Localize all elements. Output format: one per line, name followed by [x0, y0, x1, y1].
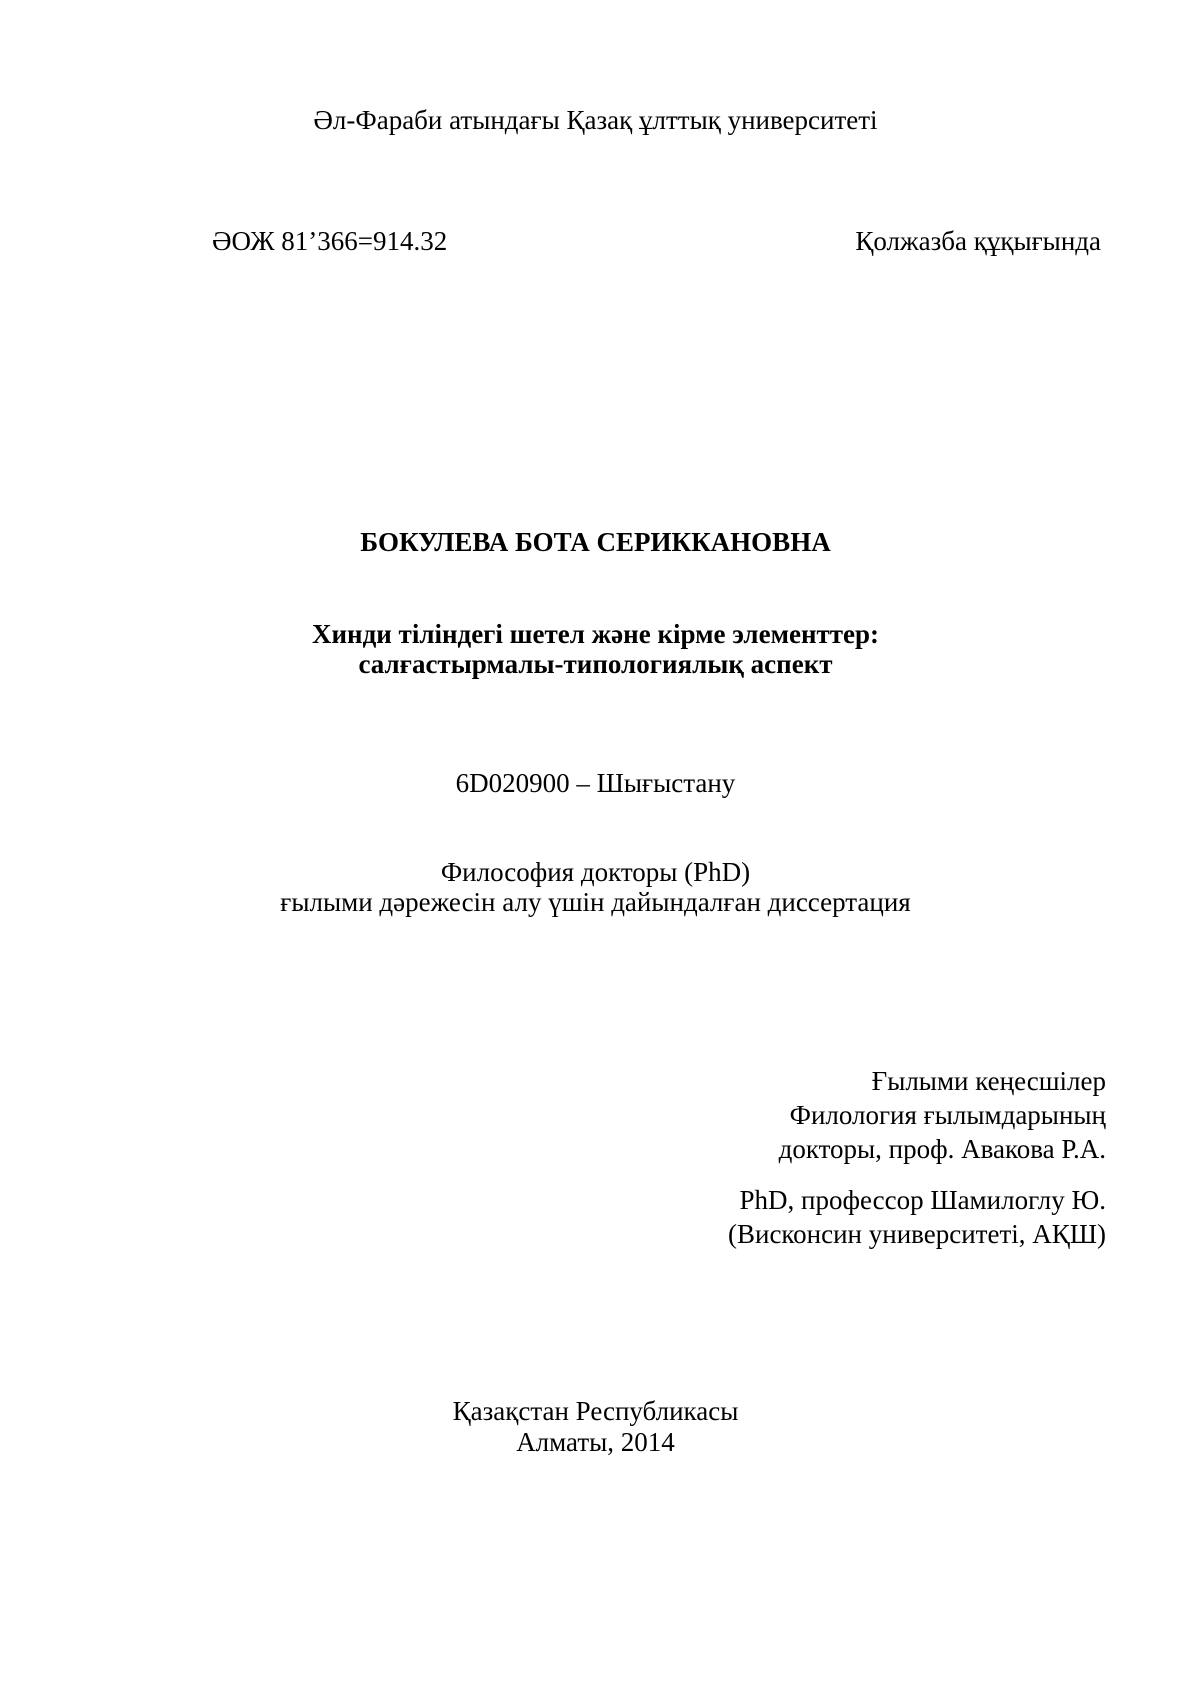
advisors-block [779, 1064, 1106, 1166]
dissertation-title-line1: Хинди тіліндегі шетел және кірме элементтер: [311, 619, 880, 649]
advisor2-affiliation: (Висконсин университеті, АҚШ) [728, 1219, 1106, 1249]
advisor1-name: докторы, проф. Авакова Р.А. [778, 1134, 1106, 1164]
university-name: Әл-Фараби атындағы Қазақ ұлттық университеті [313, 105, 878, 135]
degree-line1: Философия докторы (PhD) [440, 857, 751, 887]
degree-line2: ғылыми дәрежесін алу үшін дайындалған диссертация [280, 887, 911, 917]
dissertation-title-line2: салғастырмалы-типологиялық аспект [358, 649, 833, 679]
advisor2-block [728, 1183, 1106, 1251]
advisor2-name: PhD, профессор Шамилоглу Ю. [739, 1185, 1106, 1215]
advisors-heading: Ғылыми кеңесшілер [871, 1066, 1106, 1096]
advisor1-title: Филология ғылымдарының [789, 1100, 1106, 1130]
author-name: БОКУЛЕВА БОТА СЕРИККАНОВНА [360, 527, 831, 557]
udc-code: ӘОЖ 81’366=914.32 [212, 226, 448, 256]
specialty-code: 6D020900 – Шығыстану [455, 768, 736, 798]
footer-country: Қазақстан Республикасы [452, 1396, 739, 1426]
manuscript-rights: Қолжазба құқығында [855, 226, 1101, 256]
footer-city-year: Алматы, 2014 [516, 1427, 675, 1457]
